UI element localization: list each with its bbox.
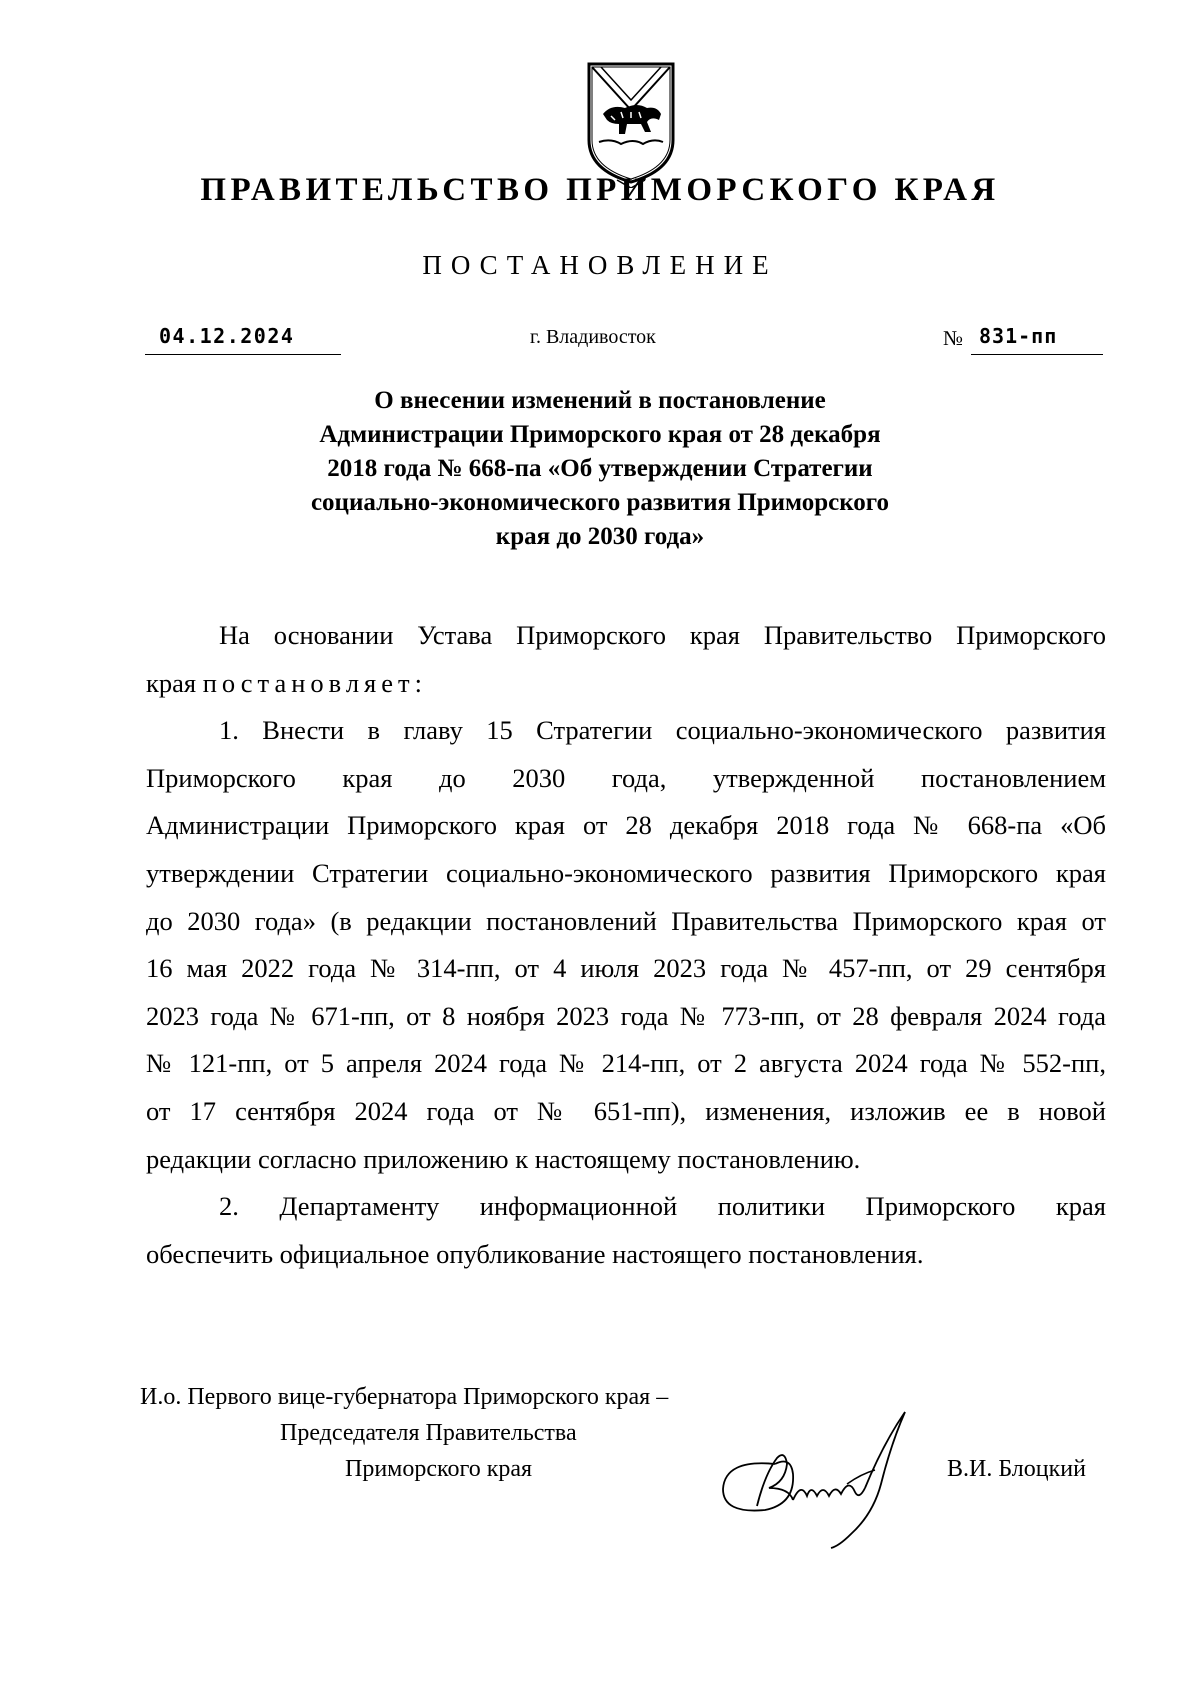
document-city: г. Владивосток [530, 326, 656, 348]
body-line: 16 мая 2022 года № 314-пп, от 4 июля 2023 года № 457-пп, от 29 сентября [146, 953, 1106, 984]
coat-of-arms-emblem [581, 58, 681, 188]
item-2-paragraph [146, 1183, 1106, 1278]
subject-line: 2018 года № 668-па «Об утверждении Стратегии [327, 455, 873, 482]
item-1-paragraph [146, 707, 1106, 1183]
number-sign: № [943, 326, 964, 350]
body-line: № 121-пп, от 5 апреля 2024 года № 214-пп, от 2 августа 2024 года № 552-пп, [146, 1048, 1106, 1079]
body-line: обеспечить официальное опубликование настоящего постановления. [146, 1238, 924, 1269]
handwritten-signature [715, 1404, 935, 1554]
body-line: Администрации Приморского края от 28 декабря 2018 года № 668-па «Об [146, 810, 1106, 841]
body-line: редакции согласно приложению к настоящему постановлению. [146, 1143, 861, 1174]
document-type: ПОСТАНОВЛЕНИЕ [422, 250, 778, 280]
signer-position-line: И.о. Первого вице-губернатора Приморского края – [140, 1384, 669, 1410]
body-line: утверждении Стратегии социально-экономического развития Приморского края [146, 857, 1106, 888]
signer-position-line: Приморского края [345, 1456, 533, 1482]
resolves-word: постановляет: [202, 667, 427, 698]
body-line: 1. Внести в главу 15 Стратегии социально-экономического развития [219, 715, 1106, 746]
number-underline [971, 324, 1103, 355]
subject-line: социально-экономического развития Приморского [310, 489, 890, 516]
body-line: 2023 года № 671-пп, от 8 ноября 2023 года № 773-пп, от 28 февраля 2024 года [146, 1000, 1106, 1031]
preamble-paragraph [146, 612, 1106, 707]
body-line [146, 660, 1106, 708]
number-field [943, 324, 1103, 354]
document-date: 04.12.2024 [159, 324, 295, 348]
body-line: На основании Устава Приморского края Правительство Приморского [219, 620, 1106, 650]
preamble-prefix: края [146, 667, 203, 698]
subject-line: Администрации Приморского края от 28 декабря [319, 421, 881, 448]
document-subject [270, 384, 930, 554]
document-meta-row [0, 324, 1200, 364]
signer-position-line: Председателя Правительства [280, 1420, 577, 1446]
government-title: ПРАВИТЕЛЬСТВО ПРИМОРСКОГО КРАЯ [200, 172, 1000, 208]
signer-name: В.И. Блоцкий [947, 1456, 1086, 1482]
signature-block [0, 1384, 1200, 1524]
body-line: Приморского края до 2030 года, утвержденной постановлением [146, 762, 1106, 793]
body-line: до 2030 года» (в редакции постановлений Правительства Приморского края от [146, 905, 1106, 936]
body-line: от 17 сентября 2024 года от № 651-пп), изменения, изложив ее в новой [146, 1095, 1106, 1126]
document-body [146, 612, 1106, 1278]
subject-line: края до 2030 года» [495, 523, 705, 550]
subject-line: О внесении изменений в постановление [374, 387, 826, 414]
date-field [145, 324, 341, 355]
document-number: 831-пп [979, 324, 1058, 348]
body-line: 2. Департаменту информационной политики Приморского края [219, 1191, 1106, 1222]
